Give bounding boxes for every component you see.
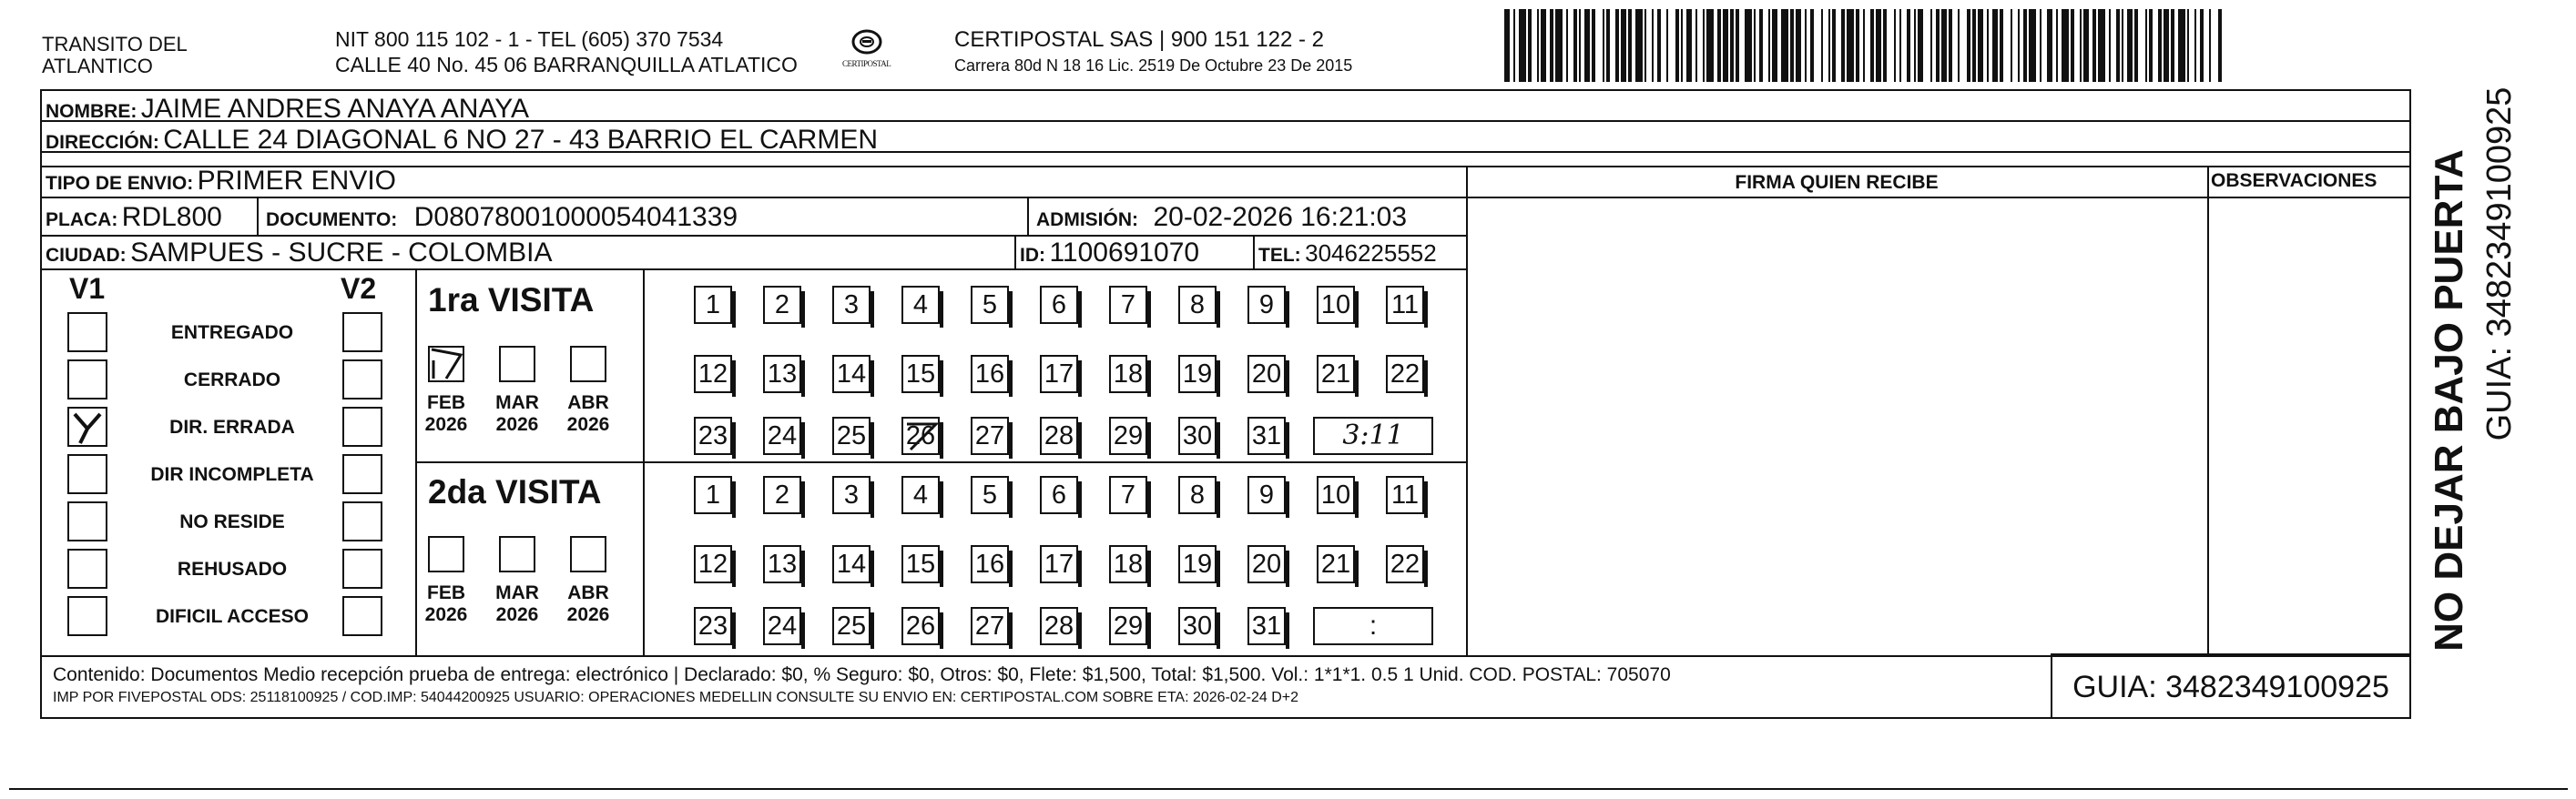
ciudad-value: SAMPUES - SUCRE - COLOMBIA [130,238,553,268]
status-label: ENTREGADO [170,322,294,343]
day-number: 16 [974,549,1005,579]
day-number: 31 [1251,611,1282,641]
handwritten-time: 3:11 [1342,420,1404,451]
first-visit-day-box[interactable] [1247,355,1286,393]
status-label: DIR. ERRADA [169,417,295,438]
barcode-gap [1887,9,1894,82]
second-visit-day-box[interactable] [1247,545,1286,583]
logo-text: CERTIPOSTAL [842,59,891,68]
month-label: FEB [427,392,465,413]
second-visit-day-box[interactable] [1178,607,1217,645]
tipo-envio-label: TIPO DE ENVIO: [46,173,194,194]
day-number: 22 [1390,359,1420,389]
barcode-gap [1595,9,1603,82]
second-visit-month-box[interactable] [428,536,464,572]
year-label: 2026 [495,414,539,435]
ciudad-cell [46,239,553,267]
day-number: 26 [905,611,936,641]
day-number: 11 [1390,480,1420,510]
second-visit-day-box[interactable] [694,545,732,583]
first-visit-day-box[interactable] [763,355,801,393]
barcode-bar [1635,9,1643,82]
second-visit-month-box[interactable] [499,536,535,572]
v2-checkbox[interactable] [342,407,382,447]
barcode-gap [1814,9,1821,82]
first-visit-day-box[interactable] [1040,417,1078,455]
first-visit-day-box[interactable] [1178,417,1217,455]
issuer-name-line1: TRANSITO DEL [42,33,188,56]
guia-vertical: GUIA: 3482349100925 [2480,86,2519,441]
nombre-value: JAIME ANDRES ANAYA ANAYA [140,94,530,124]
first-visit-day-box[interactable] [971,286,1009,324]
first-visit-day-box[interactable] [694,355,732,393]
month-label: ABR [567,582,609,603]
first-visit-day-box[interactable] [971,355,1009,393]
day-number: 8 [1189,480,1206,510]
day-number: 5 [982,480,998,510]
second-visit-day-box[interactable] [901,607,940,645]
day-number: 9 [1258,289,1275,319]
checkmark-icon [69,409,106,445]
status-label: CERRADO [183,369,281,390]
contenido-text: Contenido: Documentos Medio recepción prueba de entrega: electrónico | Declarado: $0, % Seguro: $0, Otros: $0, Flete: $1,500, Total: $1,500. Vol.: 1*1*1. 0.5 1 Unid. COD. POSTAL: 705070 [53,664,1671,685]
tel-label: TEL: [1258,245,1301,266]
second-visit-day-box[interactable] [971,545,1009,583]
nombre-label: NOMBRE: [46,101,137,122]
first-visit-day-box[interactable] [832,355,871,393]
first-visit-day-box[interactable] [1386,355,1424,393]
second-visit-day-box[interactable] [1109,476,1147,514]
year-label: 2026 [566,604,610,625]
day-number: 27 [974,611,1005,641]
day-number: 10 [1320,480,1351,510]
v1-checkbox[interactable] [67,549,107,589]
direccion-row [46,126,878,154]
documento-cell [266,204,738,231]
barcode [1504,9,2233,82]
col-divider [257,197,259,235]
admision-value: 20-02-2026 16:21:03 [1153,202,1408,232]
v2-heading: V2 [341,272,377,305]
v1-checkbox[interactable] [67,454,107,494]
first-visit-day-box[interactable] [1247,286,1286,324]
day-number: 12 [697,549,728,579]
second-visit-month-box[interactable] [570,536,606,572]
tipo-envio-value: PRIMER ENVIO [197,166,397,196]
barcode-bar [1555,9,1563,82]
day-number: 20 [1251,359,1282,389]
day-number: 15 [905,359,936,389]
first-visit-day-box[interactable] [763,286,801,324]
barcode-gap [2211,9,2218,82]
second-visit-day-box[interactable] [694,607,732,645]
year-label: 2026 [424,414,468,435]
barcode-bar [2098,9,2105,82]
year-label: 2026 [424,604,468,625]
day-number: 10 [1320,289,1351,319]
first-visit-month-box[interactable] [499,346,535,382]
month-label: FEB [427,582,465,603]
barcode-bar [1847,9,1854,82]
second-visit-day-box[interactable] [1109,607,1147,645]
documento-label: DOCUMENTO: [266,209,398,230]
row-divider [40,268,1466,270]
status-label: REHUSADO [177,559,288,580]
first-visit-day-box[interactable] [971,417,1009,455]
month-label: MAR [495,392,539,413]
second-visit-title: 2da VISITA [428,473,602,511]
barcode-gap [1960,9,1967,82]
barcode-bar [2062,9,2069,82]
day-number: 11 [1390,289,1420,319]
day-number: 30 [1182,611,1213,641]
no-dejar-warning: NO DEJAR BAJO PUERTA [2427,149,2471,652]
day-number: 7 [1120,289,1136,319]
admision-cell [1036,204,1407,231]
v1-checkbox[interactable] [67,312,107,352]
col-divider [1027,197,1029,235]
day-number: 31 [1251,420,1282,450]
day-number: 25 [836,420,867,450]
day-number: 19 [1182,549,1213,579]
col-divider [1253,235,1255,268]
v2-checkbox[interactable] [342,312,382,352]
day-number: 25 [836,611,867,641]
v1-checkbox[interactable] [67,501,107,541]
tel-cell [1258,241,1437,265]
admision-label: ADMISIÓN: [1036,209,1138,230]
guia-footer: GUIA: 3482349100925 [2072,670,2389,704]
first-visit-day-box[interactable] [1178,355,1217,393]
day-number: 1 [705,480,721,510]
day-number: 18 [1113,549,1144,579]
day-number: 12 [697,359,728,389]
second-visit-day-box[interactable] [1178,545,1217,583]
month-label: MAR [495,582,539,603]
day-number: 22 [1390,549,1420,579]
documento-value: D08078001000054041339 [413,202,738,232]
column-header-divider [1466,197,2411,198]
day-strike-icon [903,419,940,455]
year-label: 2026 [495,604,539,625]
nombre-row [46,96,529,123]
second-visit-day-box[interactable] [1178,476,1217,514]
barcode-gap [1923,9,1930,82]
first-visit-title: 1ra VISITA [428,281,595,319]
day-number: 28 [1044,611,1074,641]
second-visit-day-box[interactable] [901,545,940,583]
second-visit-day-box[interactable] [1247,476,1286,514]
checkmark-icon [430,348,463,380]
day-number: 29 [1113,420,1144,450]
day-number: 24 [767,611,798,641]
placa-label: PLACA: [46,209,118,230]
first-visit-day-box[interactable] [1317,355,1355,393]
second-visit-day-box[interactable] [1317,545,1355,583]
second-visit-day-box[interactable] [763,545,801,583]
day-number: 17 [1044,359,1074,389]
visits-divider [415,461,1466,463]
year-label: 2026 [566,414,610,435]
v2-checkbox[interactable] [342,549,382,589]
second-visit-day-box[interactable] [1040,607,1078,645]
first-visit-month-box[interactable] [570,346,606,382]
issuer-address-line: CALLE 40 No. 45 06 BARRANQUILLA ATLATICO [335,53,798,76]
second-visit-day-box[interactable] [832,545,871,583]
day-number: 2 [774,480,790,510]
day-number: 6 [1051,289,1067,319]
v1-checkbox[interactable] [67,596,107,636]
firma-column-border [1466,166,1468,655]
first-visit-day-box[interactable] [832,286,871,324]
day-number: 5 [982,289,998,319]
observaciones-column-border [2207,166,2209,655]
second-visit-day-box[interactable] [1386,476,1424,514]
direccion-label: DIRECCIÓN: [46,132,159,153]
day-number: 14 [836,359,867,389]
v2-checkbox[interactable] [342,596,382,636]
day-number: 8 [1189,289,1206,319]
day-number: 4 [912,289,929,319]
first-visit-day-box[interactable] [901,417,940,455]
barcode-bar [1745,9,1752,82]
status-label: NO RESIDE [179,511,285,532]
barcode-bar [1519,9,1526,82]
second-visit-day-box[interactable] [1040,545,1078,583]
first-visit-day-box[interactable] [694,417,732,455]
imp-text: IMP POR FIVEPOSTAL ODS: 25118100925 / COD.IMP: 54044200925 USUARIO: OPERACIONES MEDELLIN CONSULTE SU ENVIO EN: CERTIPOSTAL.COM SOBRE ETA: 2026-02-24 D+2 [53,690,1299,705]
v2-checkbox[interactable] [342,359,382,400]
day-number: 23 [697,420,728,450]
day-number: 6 [1051,480,1067,510]
second-visit-day-box[interactable] [971,476,1009,514]
day-number: 17 [1044,549,1074,579]
second-visit-time-box[interactable] [1313,607,1433,645]
second-visit-day-box[interactable] [1317,476,1355,514]
day-number: 30 [1182,420,1213,450]
second-visit-day-box[interactable] [832,476,871,514]
second-visit-day-box[interactable] [763,476,801,514]
first-visit-day-box[interactable] [901,355,940,393]
day-number: 18 [1113,359,1144,389]
license-line: Carrera 80d N 18 16 Lic. 2519 De Octubre 23 De 2015 [954,56,1353,75]
col-divider [1014,235,1016,268]
id-value: 1100691070 [1049,238,1200,268]
second-visit-day-box[interactable] [1109,545,1147,583]
id-cell [1020,239,1199,267]
day-number: 29 [1113,611,1144,641]
second-visit-day-box[interactable] [971,607,1009,645]
day-number: 14 [836,549,867,579]
issuer-name-line2: ATLANTICO [42,55,153,77]
carrier-line: CERTIPOSTAL SAS | 900 151 122 - 2 [954,27,1324,52]
tel-value: 3046225552 [1305,239,1437,267]
v1-checkbox[interactable] [67,359,107,400]
status-label: DIR INCOMPLETA [150,464,314,485]
day-number: 7 [1120,480,1136,510]
first-visit-day-box[interactable] [1040,286,1078,324]
day-number: 9 [1258,480,1275,510]
first-visit-day-box[interactable] [1386,286,1424,324]
day-number: 2 [774,289,790,319]
day-number: 24 [767,420,798,450]
second-visit-day-box[interactable] [901,476,940,514]
barcode-gap [1668,9,1675,82]
day-number: 13 [767,359,798,389]
day-number: 4 [912,480,929,510]
observaciones-header: OBSERVACIONES [2211,170,2377,191]
id-label: ID: [1020,245,1045,266]
barcode-gap [2222,9,2224,82]
day-number: 27 [974,420,1005,450]
placa-value: RDL800 [121,202,222,232]
second-visit-day-box[interactable] [1040,476,1078,514]
first-visit-day-box[interactable] [1109,286,1147,324]
month-label: ABR [567,392,609,413]
day-number: 13 [767,549,798,579]
ciudad-label: CIUDAD: [46,245,127,266]
barcode-bar [1781,9,1788,82]
v2-checkbox[interactable] [342,501,382,541]
issuer-nit-line: NIT 800 115 102 - 1 - TEL (605) 370 7534 [335,27,724,51]
day-number: 26 [905,420,936,450]
cut-line [9,788,2568,790]
first-visit-day-box[interactable] [1178,286,1217,324]
first-visit-day-box[interactable] [1109,417,1147,455]
firma-header: FIRMA QUIEN RECIBE [1735,172,1939,193]
first-visit-day-box[interactable] [901,286,940,324]
barcode-gap [2003,9,2011,82]
row-divider [40,197,1466,198]
certipostal-logo [842,27,891,76]
second-visit-day-box[interactable] [694,476,732,514]
barcode-bar [2178,9,2185,82]
day-number: 23 [697,611,728,641]
day-number: 19 [1182,359,1213,389]
first-visit-day-box[interactable] [1317,286,1355,324]
day-number: 21 [1320,549,1351,579]
second-visit-day-box[interactable] [763,607,801,645]
first-visit-day-box[interactable] [1040,355,1078,393]
barcode-gap [2138,9,2145,82]
status-label: DIFICIL ACCESO [155,606,309,627]
barcode-bar [2029,9,2036,82]
placa-cell [46,204,222,231]
direccion-value: CALLE 24 DIAGONAL 6 NO 27 - 43 BARRIO EL CARMEN [163,125,879,155]
day-number: 16 [974,359,1005,389]
day-number: 28 [1044,420,1074,450]
day-number: 21 [1320,359,1351,389]
v1-heading: V1 [69,272,106,305]
v2-checkbox[interactable] [342,454,382,494]
day-number: 15 [905,549,936,579]
time-separator: : [1369,611,1378,641]
second-visit-day-box[interactable] [1386,545,1424,583]
first-visit-day-box[interactable] [1109,355,1147,393]
day-number: 20 [1251,549,1282,579]
second-visit-day-box[interactable] [1247,607,1286,645]
second-visit-day-box[interactable] [832,607,871,645]
day-number: 3 [843,289,860,319]
first-visit-time-box[interactable] [1313,417,1433,455]
first-visit-day-box[interactable] [694,286,732,324]
first-visit-day-box[interactable] [763,417,801,455]
barcode-bar [1706,9,1714,82]
first-visit-month-box[interactable] [428,346,464,382]
day-number: 1 [705,289,721,319]
day-number: 3 [843,480,860,510]
v1-checkbox[interactable] [67,407,107,447]
first-visit-day-box[interactable] [1247,417,1286,455]
tipo-envio-row [46,167,396,195]
first-visit-day-box[interactable] [832,417,871,455]
